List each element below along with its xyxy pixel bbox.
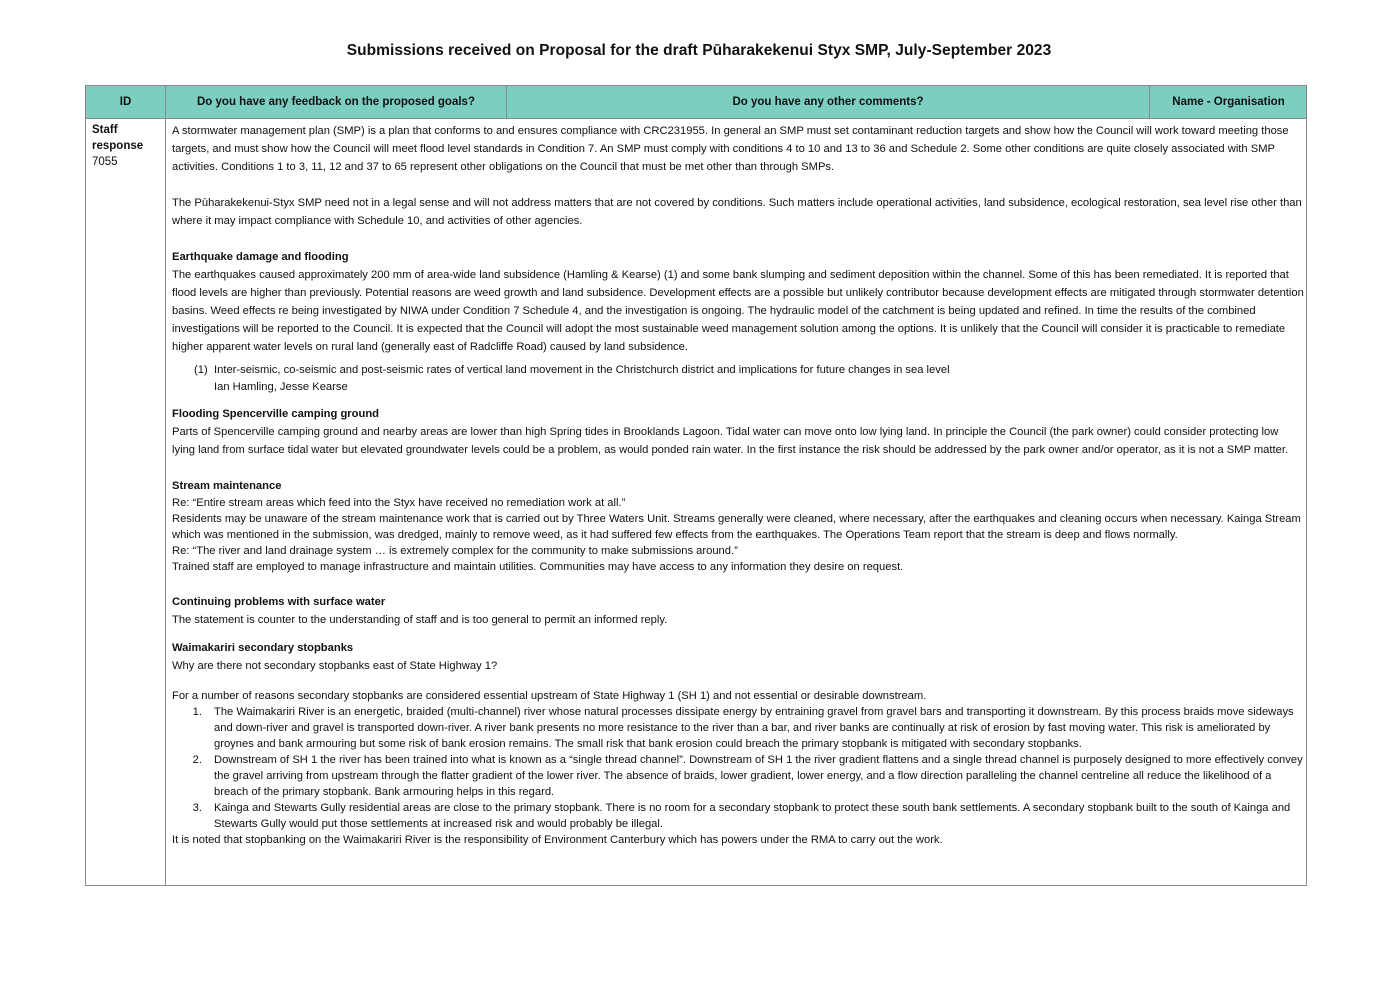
reference-title: Inter-seismic, co-seismic and post-seismic rates of vertical land movement in the Christchurch district and implications for future changes in sea level bbox=[214, 364, 950, 376]
page-title: Submissions received on Proposal for the draft Pūharakekenui Styx SMP, July-September 2023 bbox=[346, 42, 1052, 59]
header-other-comments: Do you have any other comments? bbox=[507, 86, 1150, 118]
section-heading-stream: Stream maintenance bbox=[172, 480, 282, 492]
stopbank-question: Why are there not secondary stopbanks east of State Highway 1? bbox=[172, 660, 498, 672]
stopbank-note: It is noted that stopbanking on the Waimakariri River is the responsibility of Environment Canterbury which has powers under the RMA to carry out the work. bbox=[172, 834, 943, 846]
reference-number: (1) bbox=[194, 364, 208, 376]
reference-item bbox=[194, 362, 1304, 396]
stream-paragraph-1: Residents may be unaware of the stream maintenance work that is carried out by Three Waters Unit. Streams generally were cleaned, where necessary, after the earthquakes and cleaning occurs when necessary. Kainga Stream which was mentioned in the submission, was dredged, mainly to remove weed, as it had suffered few effects from the earthquakes. The Operations Team report that the stream is deep and flows normally. bbox=[172, 513, 1301, 541]
header-id: ID bbox=[86, 86, 166, 118]
earthquake-paragraph: The earthquakes caused approximately 200 mm of area-wide land subsidence (Hamling & Kearse) (1) and some bank slumping and sediment deposition within the channel. Some of this has been remediated. It is reported that flood levels are higher than previously. Potential reasons are weed growth and land subsidence. Development effects are a possible but unlikely contributor because development effects are mitigated through stormwater detention basins. Weed effects re being investigated by NIWA under Condition 7 Schedule 4, and the investigation is ongoing. The hydraulic model of the catchment is being updated and refined. In time the results of the combined investigations will be reported to the Council. It is expected that the Council will adopt the most sustainable weed management solution among the options. It is unlikely that the Council will consider it is practicable to remediate higher apparent water levels on rural land (generally east of Radcliffe Road) caused by land subsidence. bbox=[172, 269, 1304, 353]
header-goals-feedback: Do you have any feedback on the proposed goals? bbox=[166, 86, 507, 118]
stopbank-reasons-list bbox=[172, 704, 1304, 832]
id-label-staff: Staff bbox=[92, 124, 118, 136]
column-divider bbox=[165, 119, 166, 885]
list-item: 1. The Waimakariri River is an energetic, braided (multi-channel) river whose natural processes dissipate energy by entraining gravel from gravel bars and transporting it downstream. By this process braids move sideways and down-river and gravel is transported down-river. A river bank presents no more resistance to the river than a bar, and river banks are continually at risk of erosion by fast moving water. This risk is ameliorated by groynes and bank armouring but some risk of bank erosion remains. The small risk that bank erosion could breach the primary stopbank is mitigated with secondary stopbanks. bbox=[192, 706, 1294, 750]
stopbank-intro: For a number of reasons secondary stopbanks are considered essential upstream of State Highway 1 (SH 1) and not essential or desirable downstream. bbox=[172, 690, 927, 702]
stream-paragraph-2: Trained staff are employed to manage infrastructure and maintain utilities. Communities may have access to any information they desire on request. bbox=[172, 561, 904, 573]
response-content bbox=[172, 122, 1304, 848]
section-heading-camping: Flooding Spencerville camping ground bbox=[172, 408, 379, 420]
reference-authors: Ian Hamling, Jesse Kearse bbox=[214, 381, 348, 393]
camping-paragraph: Parts of Spencerville camping ground and nearby areas are lower than high Spring tides in Brooklands Lagoon. Tidal water can move onto low lying land. In principle the Council (the park owner) could consider protecting low lying land from surface tidal water but elevated groundwater levels could be a problem, as would ponded rain water. In the first instance the risk should be addressed by the park owner and/or operator, as it is not a SMP matter. bbox=[172, 426, 1289, 456]
list-item: 2. Downstream of SH 1 the river has been trained into what is known as a “single thread channel”. Downstream of SH 1 the river gradient flattens and a single thread channel is purposely designed to more effectively convey the gravel arriving from upstream through the flatter gradient of the lower river. The absence of braids, lower gradient, lower energy, and a flow direction paralleling the channel centreline all reduce the likelihood of a breach of the primary stopbank. Bank armouring helps in this regard. bbox=[192, 754, 1303, 798]
table-header-row bbox=[86, 86, 1306, 119]
id-number: 7055 bbox=[92, 156, 118, 168]
row-id-cell bbox=[92, 122, 162, 170]
section-heading-stopbanks: Waimakariri secondary stopbanks bbox=[172, 642, 354, 654]
stream-quote-1: Re: “Entire stream areas which feed into the Styx have received no remediation work at all.” bbox=[172, 497, 626, 509]
header-name-organisation: Name - Organisation bbox=[1172, 96, 1285, 108]
intro-paragraph-1: A stormwater management plan (SMP) is a plan that conforms to and ensures compliance with CRC231955. In general an SMP must set contaminant reduction targets and show how the Council will work toward meeting those targets, and must show how the Council will meet flood level standards in Condition 7. An SMP must comply with conditions 4 to 10 and 13 to 36 and Schedule 2. Some other conditions are quite closely associated with SMP activities. Conditions 1 to 3, 11, 12 and 37 to 65 represent other obligations on the Council that must be met other than through SMPs. bbox=[172, 125, 1289, 173]
section-heading-surface-water: Continuing problems with surface water bbox=[172, 596, 386, 608]
id-label-response: response bbox=[92, 140, 144, 152]
surface-water-paragraph: The statement is counter to the understanding of staff and is too general to permit an informed reply. bbox=[172, 614, 668, 626]
section-heading-earthquake: Earthquake damage and flooding bbox=[172, 251, 349, 263]
intro-paragraph-2: The Pūharakekenui-Styx SMP need not in a legal sense and will not address matters that are not covered by conditions. Such matters include operational activities, land subsidence, ecological restoration, sea level rise other than where it may impact compliance with Schedule 10, and activities of other agencies. bbox=[172, 197, 1302, 227]
stream-quote-2: Re: “The river and land drainage system … is extremely complex for the community to make submissions around.” bbox=[172, 545, 738, 557]
submissions-table bbox=[85, 85, 1307, 886]
list-item: 3. Kainga and Stewarts Gully residential areas are close to the primary stopbank. There is no room for a secondary stopbank to protect these south bank settlements. A secondary stopbank built to the south of Kainga and Stewarts Gully would put those settlements at increased risk and would probably be illegal. bbox=[192, 802, 1291, 830]
